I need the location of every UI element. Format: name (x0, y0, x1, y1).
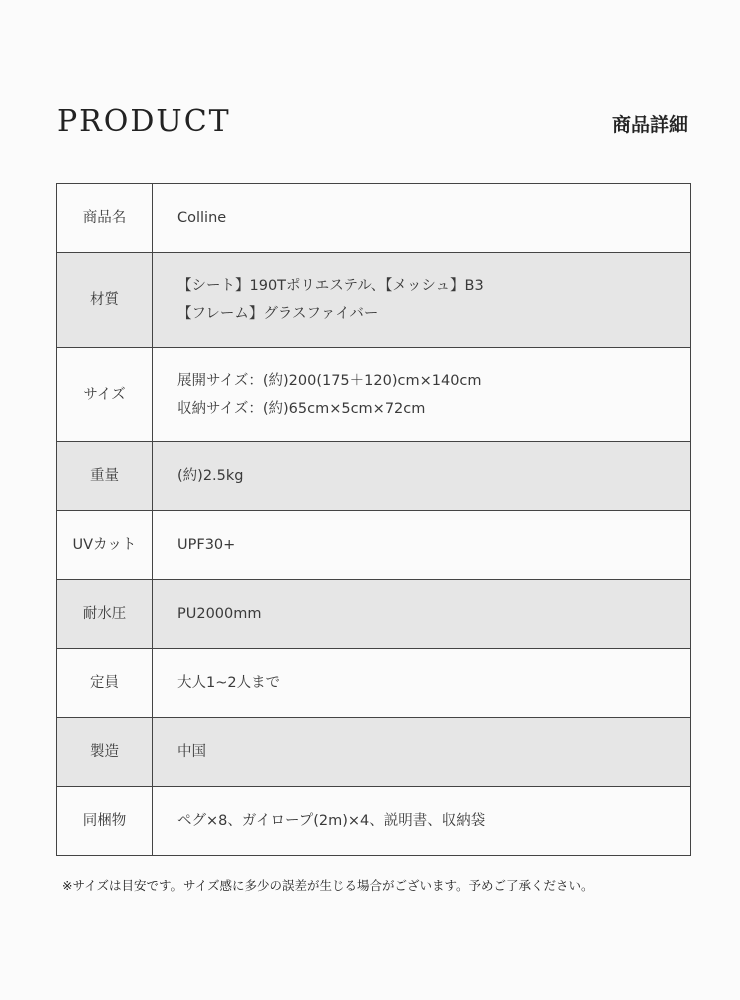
spec-value-line: 展開サイズ：(約)200(175＋120)cm×140cm (177, 372, 482, 389)
spec-value (153, 718, 691, 787)
spec-value (153, 442, 691, 511)
spec-row-material (57, 253, 691, 348)
spec-row-included-items (57, 787, 691, 856)
spec-value (153, 649, 691, 718)
spec-label: 製造 (57, 718, 153, 787)
spec-label: 耐水圧 (57, 580, 153, 649)
spec-value-line: PU2000mm (177, 606, 262, 622)
page-title: PRODUCT (57, 104, 231, 139)
product-spec-table (56, 183, 691, 856)
spec-label: UVカット (57, 511, 153, 580)
spec-value-line: Colline (177, 210, 227, 226)
spec-value (153, 184, 691, 253)
page-header (57, 100, 688, 150)
spec-row-capacity (57, 649, 691, 718)
spec-value (153, 511, 691, 580)
spec-row-origin (57, 718, 691, 787)
spec-value-line: UPF30+ (177, 537, 236, 553)
spec-value-line: 中国 (177, 744, 206, 760)
spec-row-water-resistance (57, 580, 691, 649)
spec-label: 定員 (57, 649, 153, 718)
spec-value-line: 収納サイズ：(約)65cm×5cm×72cm (177, 400, 426, 417)
spec-value-line: 【フレーム】グラスファイバー (177, 306, 379, 322)
spec-value (153, 580, 691, 649)
spec-value-line: (約)2.5kg (177, 468, 244, 484)
spec-label: 同梱物 (57, 787, 153, 856)
size-disclaimer-note: ※サイズは目安です。サイズ感に多少の誤差が生じる場合がございます。予めご了承ください。 (62, 878, 594, 893)
spec-row-product-name (57, 184, 691, 253)
spec-value-line: ペグ×8、ガイロープ(2m)×4、説明書、収納袋 (177, 813, 486, 829)
spec-label: サイズ (57, 348, 153, 442)
spec-value (153, 787, 691, 856)
spec-label: 商品名 (57, 184, 153, 253)
spec-row-weight (57, 442, 691, 511)
spec-row-size (57, 348, 691, 442)
spec-row-uv-cut (57, 511, 691, 580)
page-subtitle: 商品詳細 (611, 114, 688, 136)
spec-value (153, 253, 691, 348)
spec-label: 重量 (57, 442, 153, 511)
spec-value-line: 【シート】190Tポリエステル、【メッシュ】B3 (177, 278, 484, 294)
spec-value (153, 348, 691, 442)
spec-value-line: 大人1~2人まで (177, 675, 281, 691)
spec-label: 材質 (57, 253, 153, 348)
